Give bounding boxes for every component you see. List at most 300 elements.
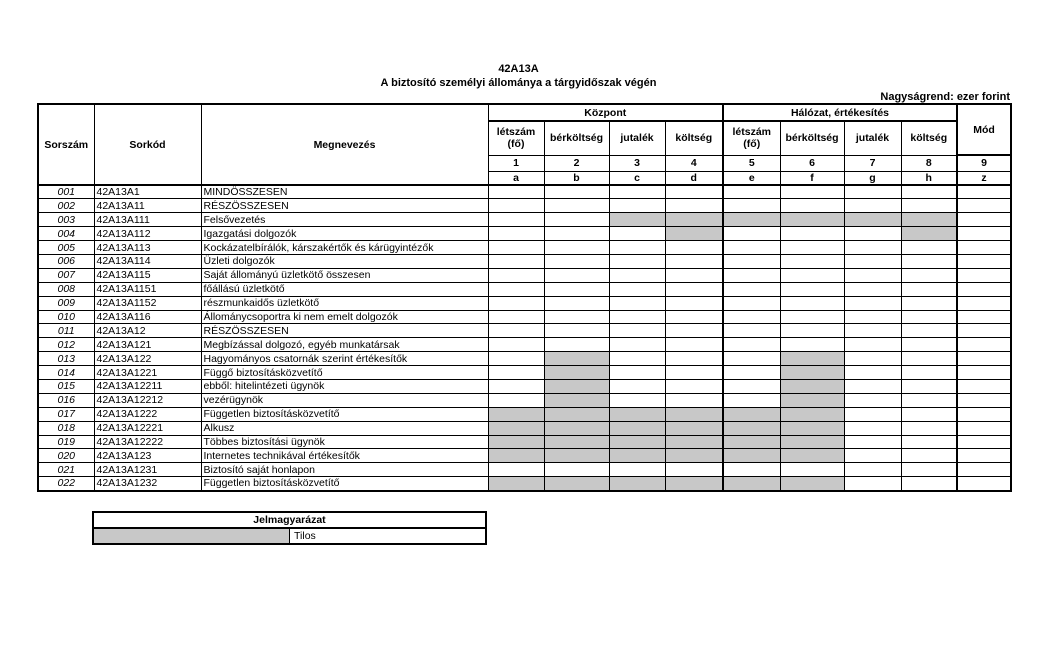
row-sorkod: 42A13A12221 <box>94 421 201 435</box>
value-cell[interactable] <box>609 282 665 296</box>
col-number: 6 <box>780 155 844 171</box>
cell-tilos <box>665 213 723 227</box>
cell-tilos <box>723 449 780 463</box>
value-cell[interactable] <box>844 199 901 213</box>
col-letter: c <box>609 171 665 185</box>
value-cell[interactable] <box>609 241 665 255</box>
cell-tilos <box>609 477 665 491</box>
value-cell[interactable] <box>901 449 957 463</box>
row-sorszam: 010 <box>38 310 94 324</box>
value-cell[interactable] <box>844 421 901 435</box>
row-sorszam: 005 <box>38 241 94 255</box>
header-halozat-berkoltseg: bérköltség <box>780 121 844 155</box>
value-cell[interactable] <box>844 338 901 352</box>
table-row <box>38 463 1011 477</box>
value-cell[interactable] <box>544 338 609 352</box>
row-megnevezes: Hagyományos csatornák szerint értékesítők <box>201 352 488 366</box>
value-cell[interactable] <box>609 268 665 282</box>
col-number: 4 <box>665 155 723 171</box>
value-cell[interactable] <box>665 393 723 407</box>
col-number: 3 <box>609 155 665 171</box>
mod-cell[interactable] <box>957 296 1011 310</box>
row-megnevezes: Független biztosításközvetítő <box>201 407 488 421</box>
cell-tilos <box>544 393 609 407</box>
value-cell[interactable] <box>488 393 544 407</box>
table-row <box>38 338 1011 352</box>
value-cell[interactable] <box>488 310 544 324</box>
value-cell[interactable] <box>723 282 780 296</box>
mod-cell[interactable] <box>957 282 1011 296</box>
value-cell[interactable] <box>609 463 665 477</box>
row-sorkod: 42A13A111 <box>94 213 201 227</box>
value-cell[interactable] <box>488 213 544 227</box>
cell-tilos <box>780 366 844 380</box>
mod-cell[interactable] <box>957 213 1011 227</box>
value-cell[interactable] <box>844 407 901 421</box>
row-sorkod: 42A13A115 <box>94 268 201 282</box>
row-sorszam: 012 <box>38 338 94 352</box>
table-row <box>38 407 1011 421</box>
row-sorszam: 013 <box>38 352 94 366</box>
table-row <box>38 435 1011 449</box>
value-cell[interactable] <box>844 310 901 324</box>
value-cell[interactable] <box>665 366 723 380</box>
table-row <box>38 379 1011 393</box>
row-megnevezes: RÉSZÖSSZESEN <box>201 199 488 213</box>
value-cell[interactable] <box>488 254 544 268</box>
value-cell[interactable] <box>901 477 957 491</box>
value-cell[interactable] <box>723 227 780 241</box>
value-cell[interactable] <box>488 366 544 380</box>
value-cell[interactable] <box>901 366 957 380</box>
row-sorkod: 42A13A1152 <box>94 296 201 310</box>
cell-tilos <box>780 352 844 366</box>
mod-cell[interactable] <box>957 338 1011 352</box>
cell-tilos <box>609 407 665 421</box>
value-cell[interactable] <box>609 379 665 393</box>
cell-tilos <box>488 449 544 463</box>
form-title: A biztosító személyi állománya a tárgyidőszak végén <box>380 77 657 89</box>
value-cell[interactable] <box>544 282 609 296</box>
cell-tilos <box>901 213 957 227</box>
cell-tilos <box>665 227 723 241</box>
row-sorkod: 42A13A1 <box>94 185 201 199</box>
value-cell[interactable] <box>544 268 609 282</box>
row-sorszam: 004 <box>38 227 94 241</box>
value-cell[interactable] <box>780 254 844 268</box>
col-number: 2 <box>544 155 609 171</box>
value-cell[interactable] <box>723 199 780 213</box>
row-sorszam: 020 <box>38 449 94 463</box>
value-cell[interactable] <box>901 296 957 310</box>
table-row <box>38 393 1011 407</box>
cell-tilos <box>609 449 665 463</box>
value-cell[interactable] <box>665 379 723 393</box>
mod-cell[interactable] <box>957 185 1011 199</box>
col-number: 7 <box>844 155 901 171</box>
cell-tilos <box>544 435 609 449</box>
value-cell[interactable] <box>665 185 723 199</box>
value-cell[interactable] <box>780 227 844 241</box>
value-cell[interactable] <box>488 296 544 310</box>
value-cell[interactable] <box>665 324 723 338</box>
mod-cell[interactable] <box>957 227 1011 241</box>
value-cell[interactable] <box>780 199 844 213</box>
mod-cell[interactable] <box>957 324 1011 338</box>
table-row <box>38 366 1011 380</box>
header-megnevezes: Megnevezés <box>201 104 488 185</box>
mod-cell[interactable] <box>957 366 1011 380</box>
cell-tilos <box>780 435 844 449</box>
value-cell[interactable] <box>544 199 609 213</box>
header-sorszam: Sorszám <box>38 104 94 185</box>
mod-cell[interactable] <box>957 199 1011 213</box>
value-cell[interactable] <box>901 254 957 268</box>
value-cell[interactable] <box>609 185 665 199</box>
row-sorszam: 009 <box>38 296 94 310</box>
value-cell[interactable] <box>488 324 544 338</box>
row-megnevezes: részmunkaidős üzletkötő <box>201 296 488 310</box>
cell-tilos <box>609 213 665 227</box>
value-cell[interactable] <box>844 296 901 310</box>
header-halozat-koltseg: költség <box>901 121 957 155</box>
table-row <box>38 421 1011 435</box>
value-cell[interactable] <box>609 338 665 352</box>
value-cell[interactable] <box>544 213 609 227</box>
cell-tilos <box>780 449 844 463</box>
col-letter: a <box>488 171 544 185</box>
cell-tilos <box>544 407 609 421</box>
col-letter: d <box>665 171 723 185</box>
row-megnevezes: Saját állományú üzletkötő összesen <box>201 268 488 282</box>
row-sorkod: 42A13A12212 <box>94 393 201 407</box>
value-cell[interactable] <box>609 227 665 241</box>
value-cell[interactable] <box>780 463 844 477</box>
value-cell[interactable] <box>544 227 609 241</box>
value-cell[interactable] <box>488 227 544 241</box>
row-sorkod: 42A13A112 <box>94 227 201 241</box>
table-row <box>38 268 1011 282</box>
row-sorszam: 001 <box>38 185 94 199</box>
value-cell[interactable] <box>665 268 723 282</box>
row-megnevezes: Független biztosításközvetítő <box>201 477 488 491</box>
header-sorkod: Sorkód <box>94 104 201 185</box>
value-cell[interactable] <box>723 185 780 199</box>
value-cell[interactable] <box>780 296 844 310</box>
value-cell[interactable] <box>844 254 901 268</box>
col-letter: z <box>957 171 1011 185</box>
row-sorkod: 42A13A1222 <box>94 407 201 421</box>
row-sorkod: 42A13A122 <box>94 352 201 366</box>
value-cell[interactable] <box>488 338 544 352</box>
cell-tilos <box>780 421 844 435</box>
value-cell[interactable] <box>723 310 780 324</box>
value-cell[interactable] <box>544 241 609 255</box>
col-number: 8 <box>901 155 957 171</box>
value-cell[interactable] <box>723 463 780 477</box>
cell-tilos <box>544 366 609 380</box>
value-cell[interactable] <box>609 254 665 268</box>
value-cell[interactable] <box>488 379 544 393</box>
cell-tilos <box>544 379 609 393</box>
value-cell[interactable] <box>665 463 723 477</box>
row-megnevezes: Függő biztosításközvetítő <box>201 366 488 380</box>
cell-tilos <box>780 213 844 227</box>
row-megnevezes: Kockázatelbírálók, kárszakértők és kárügyintézők <box>201 241 488 255</box>
row-megnevezes: MINDÖSSZESEN <box>201 185 488 199</box>
row-sorkod: 42A13A1221 <box>94 366 201 380</box>
row-sorkod: 42A13A1151 <box>94 282 201 296</box>
row-sorszam: 019 <box>38 435 94 449</box>
row-sorszam: 018 <box>38 421 94 435</box>
value-cell[interactable] <box>901 324 957 338</box>
row-megnevezes: Biztosító saját honlapon <box>201 463 488 477</box>
row-megnevezes: ebből: hitelintézeti ügynök <box>201 379 488 393</box>
value-cell[interactable] <box>844 241 901 255</box>
row-megnevezes: főállású üzletkötő <box>201 282 488 296</box>
value-cell[interactable] <box>723 379 780 393</box>
mod-cell[interactable] <box>957 254 1011 268</box>
header-mod: Mód <box>957 104 1011 155</box>
header-group-kozpont: Központ <box>488 104 723 121</box>
row-sorkod: 42A13A1232 <box>94 477 201 491</box>
table-row <box>38 254 1011 268</box>
value-cell[interactable] <box>901 435 957 449</box>
value-cell[interactable] <box>488 185 544 199</box>
header-kozpont-berkoltseg: bérköltség <box>544 121 609 155</box>
value-cell[interactable] <box>544 310 609 324</box>
value-cell[interactable] <box>665 254 723 268</box>
legend-label-tilos: Tilos <box>290 528 487 544</box>
value-cell[interactable] <box>544 463 609 477</box>
value-cell[interactable] <box>544 324 609 338</box>
cell-tilos <box>723 477 780 491</box>
value-cell[interactable] <box>665 241 723 255</box>
mod-cell[interactable] <box>957 310 1011 324</box>
value-cell[interactable] <box>544 296 609 310</box>
value-cell[interactable] <box>901 282 957 296</box>
row-megnevezes: vezérügynök <box>201 393 488 407</box>
value-cell[interactable] <box>609 324 665 338</box>
mod-cell[interactable] <box>957 352 1011 366</box>
value-cell[interactable] <box>723 268 780 282</box>
row-sorszam: 021 <box>38 463 94 477</box>
table-row <box>38 185 1011 199</box>
row-sorkod: 42A13A116 <box>94 310 201 324</box>
value-cell[interactable] <box>844 366 901 380</box>
row-sorkod: 42A13A12211 <box>94 379 201 393</box>
row-megnevezes: Internetes technikával értékesítők <box>201 449 488 463</box>
col-letter: h <box>901 171 957 185</box>
value-cell[interactable] <box>723 366 780 380</box>
value-cell[interactable] <box>665 199 723 213</box>
cell-tilos <box>844 213 901 227</box>
legend-swatch-tilos <box>93 528 290 544</box>
row-sorszam: 008 <box>38 282 94 296</box>
row-sorszam: 016 <box>38 393 94 407</box>
value-cell[interactable] <box>901 393 957 407</box>
value-cell[interactable] <box>844 393 901 407</box>
value-cell[interactable] <box>780 324 844 338</box>
value-cell[interactable] <box>844 282 901 296</box>
cell-tilos <box>544 477 609 491</box>
value-cell[interactable] <box>488 241 544 255</box>
value-cell[interactable] <box>844 463 901 477</box>
value-cell[interactable] <box>901 268 957 282</box>
value-cell[interactable] <box>723 324 780 338</box>
row-sorszam: 007 <box>38 268 94 282</box>
value-cell[interactable] <box>723 352 780 366</box>
mod-cell[interactable] <box>957 379 1011 393</box>
cell-tilos <box>488 435 544 449</box>
value-cell[interactable] <box>488 463 544 477</box>
value-cell[interactable] <box>544 254 609 268</box>
value-cell[interactable] <box>723 241 780 255</box>
value-cell[interactable] <box>609 310 665 324</box>
table-row <box>38 352 1011 366</box>
row-sorkod: 42A13A113 <box>94 241 201 255</box>
legend-table <box>92 511 487 545</box>
value-cell[interactable] <box>665 352 723 366</box>
mod-cell[interactable] <box>957 449 1011 463</box>
cell-tilos <box>665 449 723 463</box>
col-number: 5 <box>723 155 780 171</box>
value-cell[interactable] <box>780 338 844 352</box>
row-sorszam: 017 <box>38 407 94 421</box>
value-cell[interactable] <box>901 352 957 366</box>
value-cell[interactable] <box>723 254 780 268</box>
value-cell[interactable] <box>844 185 901 199</box>
table-row <box>38 227 1011 241</box>
value-cell[interactable] <box>609 296 665 310</box>
value-cell[interactable] <box>844 379 901 393</box>
header-kozpont-letszam: létszám (fő) <box>488 121 544 155</box>
value-cell[interactable] <box>723 296 780 310</box>
row-sorkod: 42A13A12222 <box>94 435 201 449</box>
cell-tilos <box>544 421 609 435</box>
data-table <box>37 103 1012 492</box>
table-row <box>38 324 1011 338</box>
value-cell[interactable] <box>844 477 901 491</box>
value-cell[interactable] <box>665 310 723 324</box>
table-row <box>38 449 1011 463</box>
mod-cell[interactable] <box>957 407 1011 421</box>
value-cell[interactable] <box>901 241 957 255</box>
header-halozat-letszam: létszám (fő) <box>723 121 780 155</box>
value-cell[interactable] <box>780 241 844 255</box>
value-cell[interactable] <box>780 282 844 296</box>
row-sorkod: 42A13A121 <box>94 338 201 352</box>
value-cell[interactable] <box>488 352 544 366</box>
table-row <box>38 199 1011 213</box>
mod-cell[interactable] <box>957 393 1011 407</box>
cell-tilos <box>665 421 723 435</box>
row-sorszam: 003 <box>38 213 94 227</box>
value-cell[interactable] <box>665 338 723 352</box>
value-cell[interactable] <box>901 379 957 393</box>
value-cell[interactable] <box>901 421 957 435</box>
value-cell[interactable] <box>723 338 780 352</box>
cell-tilos <box>609 435 665 449</box>
cell-tilos <box>901 227 957 241</box>
value-cell[interactable] <box>844 435 901 449</box>
value-cell[interactable] <box>609 366 665 380</box>
header-kozpont-koltseg: költség <box>665 121 723 155</box>
row-sorszam: 014 <box>38 366 94 380</box>
value-cell[interactable] <box>901 185 957 199</box>
mod-cell[interactable] <box>957 477 1011 491</box>
value-cell[interactable] <box>488 268 544 282</box>
row-megnevezes: Alkusz <box>201 421 488 435</box>
cell-tilos <box>665 477 723 491</box>
value-cell[interactable] <box>609 352 665 366</box>
cell-tilos <box>723 407 780 421</box>
value-cell[interactable] <box>488 282 544 296</box>
mod-cell[interactable] <box>957 435 1011 449</box>
value-cell[interactable] <box>901 338 957 352</box>
value-cell[interactable] <box>844 449 901 463</box>
row-sorszam: 015 <box>38 379 94 393</box>
col-letter: e <box>723 171 780 185</box>
value-cell[interactable] <box>780 310 844 324</box>
cell-tilos <box>723 435 780 449</box>
mod-cell[interactable] <box>957 421 1011 435</box>
cell-tilos <box>723 213 780 227</box>
cell-tilos <box>780 477 844 491</box>
col-letter: f <box>780 171 844 185</box>
row-megnevezes: Állománycsoportra ki nem emelt dolgozók <box>201 310 488 324</box>
row-megnevezes: Üzleti dolgozók <box>201 254 488 268</box>
cell-tilos <box>780 407 844 421</box>
cell-tilos <box>609 421 665 435</box>
mod-cell[interactable] <box>957 463 1011 477</box>
value-cell[interactable] <box>609 199 665 213</box>
value-cell[interactable] <box>665 296 723 310</box>
form-code: 42A13A <box>498 63 539 75</box>
value-cell[interactable] <box>609 393 665 407</box>
cell-tilos <box>665 407 723 421</box>
value-cell[interactable] <box>665 282 723 296</box>
value-cell[interactable] <box>844 268 901 282</box>
row-sorszam: 006 <box>38 254 94 268</box>
row-sorkod: 42A13A1231 <box>94 463 201 477</box>
row-sorszam: 002 <box>38 199 94 213</box>
value-cell[interactable] <box>723 393 780 407</box>
value-cell[interactable] <box>488 199 544 213</box>
value-cell[interactable] <box>780 185 844 199</box>
value-cell[interactable] <box>901 199 957 213</box>
col-number: 9 <box>957 155 1011 171</box>
row-megnevezes: Igazgatási dolgozók <box>201 227 488 241</box>
cell-tilos <box>488 477 544 491</box>
mod-cell[interactable] <box>957 268 1011 282</box>
value-cell[interactable] <box>544 185 609 199</box>
mod-cell[interactable] <box>957 241 1011 255</box>
row-megnevezes: Többes biztosítási ügynök <box>201 435 488 449</box>
value-cell[interactable] <box>780 268 844 282</box>
value-cell[interactable] <box>844 352 901 366</box>
cell-tilos <box>780 379 844 393</box>
value-cell[interactable] <box>901 463 957 477</box>
value-cell[interactable] <box>844 227 901 241</box>
value-cell[interactable] <box>844 324 901 338</box>
value-cell[interactable] <box>901 407 957 421</box>
row-sorkod: 42A13A123 <box>94 449 201 463</box>
table-row <box>38 477 1011 491</box>
value-cell[interactable] <box>901 310 957 324</box>
col-letter: b <box>544 171 609 185</box>
table-row <box>38 296 1011 310</box>
